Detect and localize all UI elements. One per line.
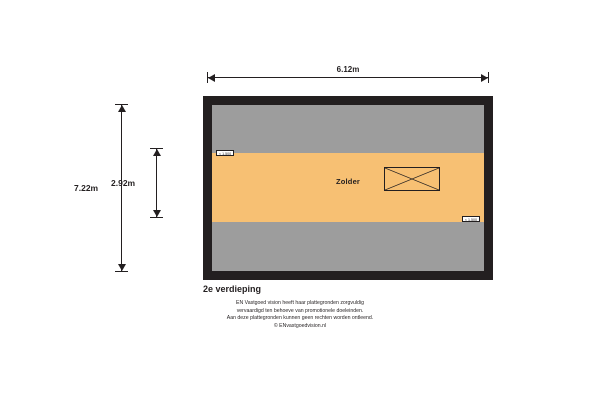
dimension-total-height-line — [121, 104, 122, 272]
dimension-room-height-label: 2.92m — [111, 178, 136, 188]
disclaimer — [0, 300, 600, 330]
dimension-width-arrow-right-icon — [481, 74, 488, 82]
dimension-room-height — [111, 144, 167, 222]
stairwell-hatch-icon — [384, 167, 440, 191]
disclaimer-line-3: Aan deze plattegronden kunnen geen rechten worden ontleend. — [226, 315, 374, 321]
dimension-total-height — [74, 100, 132, 276]
dimension-room-height-arrow-bottom-icon — [153, 210, 161, 217]
dimension-room-height-line — [156, 148, 157, 218]
dimension-width-arrow-left-icon — [208, 74, 215, 82]
height-tag-right: < 1,500 — [462, 216, 480, 222]
dimension-total-height-arrow-top-icon — [118, 105, 126, 112]
attic-floor-area — [212, 153, 484, 222]
height-tag-left: < 1,500 — [216, 150, 234, 156]
dimension-width-line — [207, 77, 489, 78]
dimension-total-height-arrow-bottom-icon — [118, 264, 126, 271]
dimension-width-label: 6.12m — [333, 65, 364, 74]
dimension-total-height-label: 7.22m — [74, 183, 99, 193]
disclaimer-line-1: EN Vastgoed vision heeft haar plattegronden zorgvuldig — [236, 300, 364, 306]
floor-title: 2e verdieping — [203, 284, 262, 294]
hatch-cross-lines-icon — [385, 168, 439, 190]
dimension-width — [203, 65, 493, 90]
dimension-room-height-arrow-top-icon — [153, 149, 161, 156]
dimension-room-height-cap-bottom — [150, 217, 163, 218]
floorplan-interior — [212, 105, 484, 271]
floorplan-walls — [203, 96, 493, 280]
dimension-width-label-wrap — [203, 65, 493, 74]
disclaimer-line-4: © ENvastgoedvision.nl — [273, 322, 327, 329]
disclaimer-line-2: vervaardigd ten behoeve van promotionele doeleinden. — [236, 307, 364, 314]
room-label-zolder: Zolder — [335, 177, 361, 186]
dimension-total-height-cap-bottom — [115, 271, 128, 272]
